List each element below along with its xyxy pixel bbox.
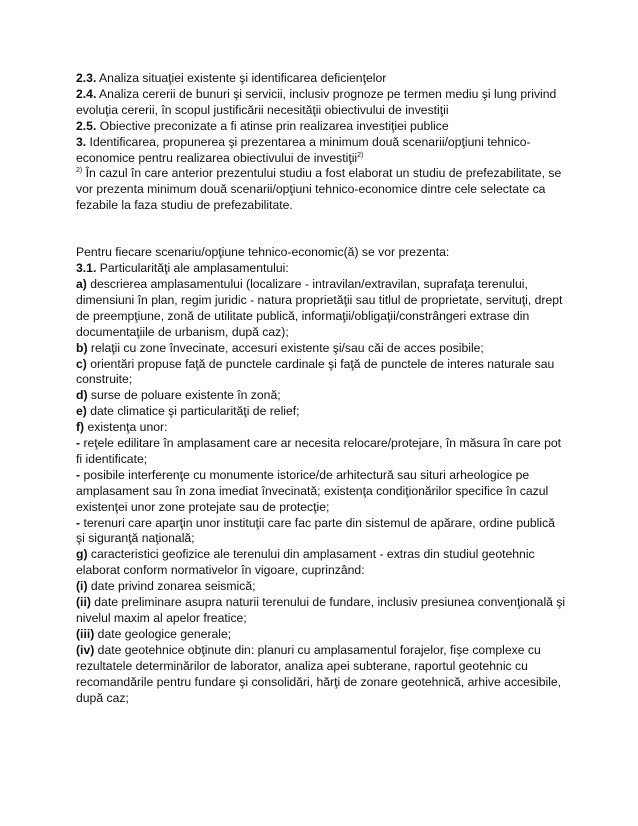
item-text: Analiza situaţiei existente şi identificarea deficienţelor xyxy=(96,71,387,85)
item-text: caracteristici geofizice ale terenului din amplasament - extras din studiul geotehnic elaborat conform normativelor în vigoare, cuprinzând: xyxy=(76,547,535,578)
item-marker: d) xyxy=(76,388,88,403)
document-page xyxy=(76,71,566,706)
item-marker: e) xyxy=(76,404,87,419)
roman-item-i xyxy=(76,579,566,595)
item-text: descrierea amplasamentului (localizare - intravilan/extravilan, suprafaţa terenului, dimensiuni în plan, regim juridic - natura proprietăţii sau titlul de proprietate, servituţi, drept de preempţiune, zonă de utilitate publică, informaţii/obligaţii/constrângeri extrase din documentaţiile de urbanism, după caz); xyxy=(76,276,563,339)
item-text: posibile interferenţe cu monumente istorice/de arhitectură sau situri arheologice pe amplasament sau în zona imediat învecinată; existenţa condiţionărilor specifice în cazul existenţei unor zone protejate sau de protecţie; xyxy=(76,467,549,514)
roman-item-iii xyxy=(76,627,566,643)
item-text: Identificarea, propunerea şi prezentarea a minimum două scenarii/opţiuni tehnico-economice pentru realizarea obiectivului de investiţii xyxy=(76,134,531,165)
item-text: orientări propuse faţă de punctele cardinale şi faţă de punctele de interes naturale sau construite; xyxy=(76,356,555,387)
item-number: 2.5. xyxy=(76,118,97,133)
footnote-ref: 2) xyxy=(357,151,364,159)
paragraph-text: Pentru fiecare scenariu/opţiune tehnico-economic(ă) se vor prezenta: xyxy=(76,245,450,260)
item-text: Analiza cererii de bunuri şi servicii, inclusiv prognoze pe termen mediu şi lung privind evoluţia cererii, în scopul justificării necesităţii obiectivului de investiţii xyxy=(76,86,557,117)
list-item-f xyxy=(76,420,566,436)
list-item-g xyxy=(76,547,566,579)
item-marker: c) xyxy=(76,356,87,371)
section-3 xyxy=(76,135,566,167)
item-marker: - xyxy=(76,436,81,451)
item-marker: a) xyxy=(76,276,87,291)
item-text: date climatice şi particularităţi de relief; xyxy=(86,404,300,419)
section-3-1 xyxy=(76,261,566,277)
list-item-a xyxy=(76,277,566,341)
item-text: date geologice generale; xyxy=(94,626,232,641)
item-marker: - xyxy=(76,467,81,482)
item-number: 3.1. xyxy=(76,261,97,276)
item-text: Particularităţi ale amplasamentului: xyxy=(96,261,289,276)
item-marker: - xyxy=(76,515,81,530)
section-2-5 xyxy=(76,119,566,135)
roman-item-iv xyxy=(76,643,566,707)
list-item-c xyxy=(76,357,566,389)
list-item-b xyxy=(76,341,566,357)
footnote xyxy=(76,166,566,214)
item-number: 2.3. xyxy=(76,71,97,85)
item-text: Obiective preconizate a fi atinse prin realizarea investiţiei publice xyxy=(96,118,449,133)
list-item-e xyxy=(76,404,566,420)
item-text: terenuri care aparţin unor instituţii care fac parte din sistemul de apărare, ordine publică şi siguranţă naţională; xyxy=(76,515,555,546)
item-marker: (i) xyxy=(76,579,88,594)
item-text: date geotehnice obţinute din: planuri cu amplasamentul forajelor, fişe complexe cu rezultatele determinărilor de laborator, analiza apei subterane, raportul geotehnic cu recomandările pentru fundare şi consolidări, hărţi de zonare geotehnică, arhive accesibile, după caz; xyxy=(76,642,562,705)
footnote-marker: 2) xyxy=(76,167,83,175)
list-item-d xyxy=(76,388,566,404)
item-marker: g) xyxy=(76,547,88,562)
dash-item-defense-land xyxy=(76,516,566,548)
item-marker: b) xyxy=(76,340,88,355)
item-number: 3. xyxy=(76,134,87,149)
footnote-text: În cazul în care anterior prezentului studiu a fost elaborat un studiu de prefezabilitate, se vor prezenta minimum două scenarii/opţiuni tehnico-economice dintre cele selectate ca fezabile la faza studiu de prefezabilitate. xyxy=(76,166,562,213)
scenario-intro xyxy=(76,245,566,261)
dash-item-networks xyxy=(76,436,566,468)
item-marker: f) xyxy=(76,420,85,435)
section-2-3 xyxy=(76,71,566,87)
dash-item-monuments xyxy=(76,468,566,516)
item-text: relaţii cu zone învecinate, accesuri existente şi/sau căi de acces posibile; xyxy=(87,340,484,355)
spacer xyxy=(76,214,566,245)
item-text: reţele edilitare în amplasament care ar necesita relocare/protejare, în măsura în care pot fi identificate; xyxy=(76,436,562,466)
item-text: date privind zonarea seismică; xyxy=(87,579,256,594)
item-text: date preliminare asupra naturii terenului de fundare, inclusiv presiunea convenţională şi nivelul maxim al apelor freatice; xyxy=(76,595,566,625)
item-text: surse de poluare existente în zonă; xyxy=(87,388,281,403)
item-text: existenţa unor: xyxy=(84,420,168,435)
section-2-4 xyxy=(76,87,566,119)
roman-item-ii xyxy=(76,595,566,627)
item-marker: (iii) xyxy=(76,626,95,641)
item-marker: (iv) xyxy=(76,642,95,657)
item-marker: (ii) xyxy=(76,595,91,610)
item-number: 2.4. xyxy=(76,86,97,101)
